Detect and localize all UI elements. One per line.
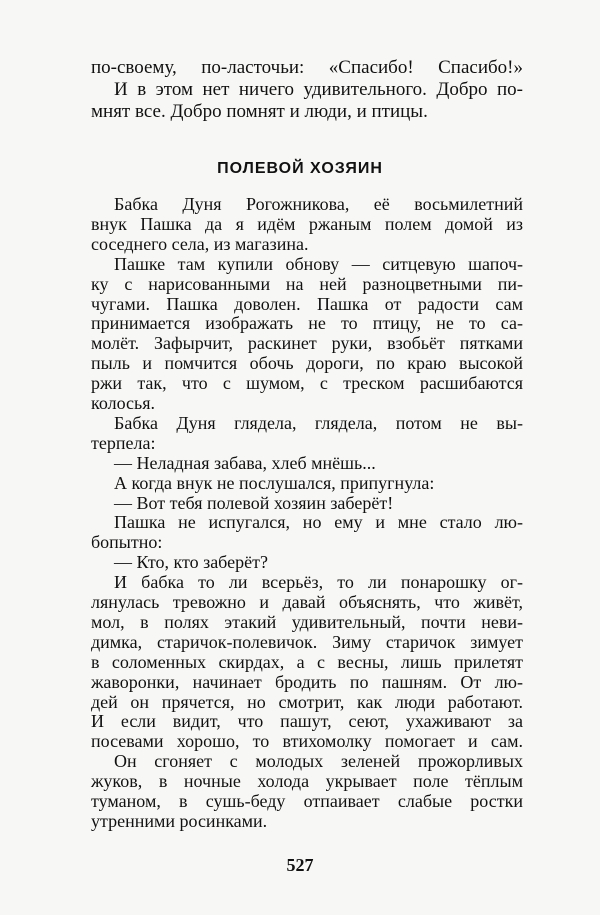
text-line: жуков, в ночные холода укрывает поле тёплым xyxy=(91,771,523,792)
text-line: принимается изображать не то птицу, не то са- xyxy=(91,313,523,334)
text-line: И если видит, что пашут, сеют, ухаживают за xyxy=(91,711,523,732)
text-line: внук Пашка да я идём ржаным полем домой из xyxy=(91,213,523,234)
text-line: И бабка то ли всерьёз, то ли понарошку ог- xyxy=(114,572,523,593)
text-line: — Кто, кто заберёт? xyxy=(114,552,268,573)
text-line: — Вот тебя полевой хозяин заберёт! xyxy=(114,492,394,513)
text-line: бопытно: xyxy=(91,532,163,553)
chapter-title: ПОЛЕВОЙ ХОЗЯИН xyxy=(217,160,383,177)
text-line: Пашке там купили обнову — ситцевую шапоч- xyxy=(114,253,523,274)
text-line: утренними росинками. xyxy=(91,810,268,831)
text-line: А когда внук не послушался, припугнула: xyxy=(114,472,435,493)
text-line: туманом, в сушь-беду отпаивает слабые ростки xyxy=(91,791,523,811)
text-line: димка, старичок-полевичок. Зиму старичок зимует xyxy=(91,631,523,652)
text-line: по-своему, по-ласточьи: «Спасибо! Спасибо!» xyxy=(91,57,523,78)
text-line: соседнего села, из магазина. xyxy=(91,233,309,254)
text-line: посевами хорошо, то втихомолку помогает и сам. xyxy=(91,731,523,752)
text-line: чугами. Пашка доволен. Пашка от радости сам xyxy=(91,293,523,314)
text-line: Бабка Дуня глядела, глядела, потом не вы- xyxy=(114,412,523,433)
text-line: ку с нарисованными на ней разноцветными пи- xyxy=(91,273,523,294)
text-line: терпела: xyxy=(91,432,156,453)
text-line: ржи так, что с шумом, с треском расшибаются xyxy=(91,373,523,394)
text-line: жаворонки, начинает бродить по пашням. От лю- xyxy=(91,671,523,692)
text-line: молёт. Зафырчит, раскинет руки, взобьёт пятками xyxy=(91,333,523,354)
text-line: пыль и помчится обочь дороги, по краю высокой xyxy=(91,353,523,374)
text-line: — Неладная забава, хлеб мнёшь... xyxy=(114,452,376,473)
text-line: дей он прячется, но смотрит, как люди работают. xyxy=(91,691,523,712)
text-line: И в этом нет ничего удивительного. Добро по- xyxy=(114,79,523,100)
text-line: колосья. xyxy=(91,393,156,413)
text-line: мнят все. Добро помнят и люди, и птицы. xyxy=(91,101,428,122)
text-line: Он сгоняет с молодых зеленей прожорливых xyxy=(114,751,523,772)
text-line: лянулась тревожно и давай объяснять, что живёт, xyxy=(91,592,523,612)
text-line: Бабка Дуня Рогожникова, её восьмилетний xyxy=(114,194,523,214)
text-line: Пашка не испугался, но ему и мне стало лю- xyxy=(114,512,523,533)
page-number: 527 xyxy=(286,855,314,875)
text-line: в соломенных скирдах, а с весны, лишь прилетят xyxy=(91,651,523,672)
text-line: мол, в полях этакий удивительный, почти неви- xyxy=(91,611,523,632)
